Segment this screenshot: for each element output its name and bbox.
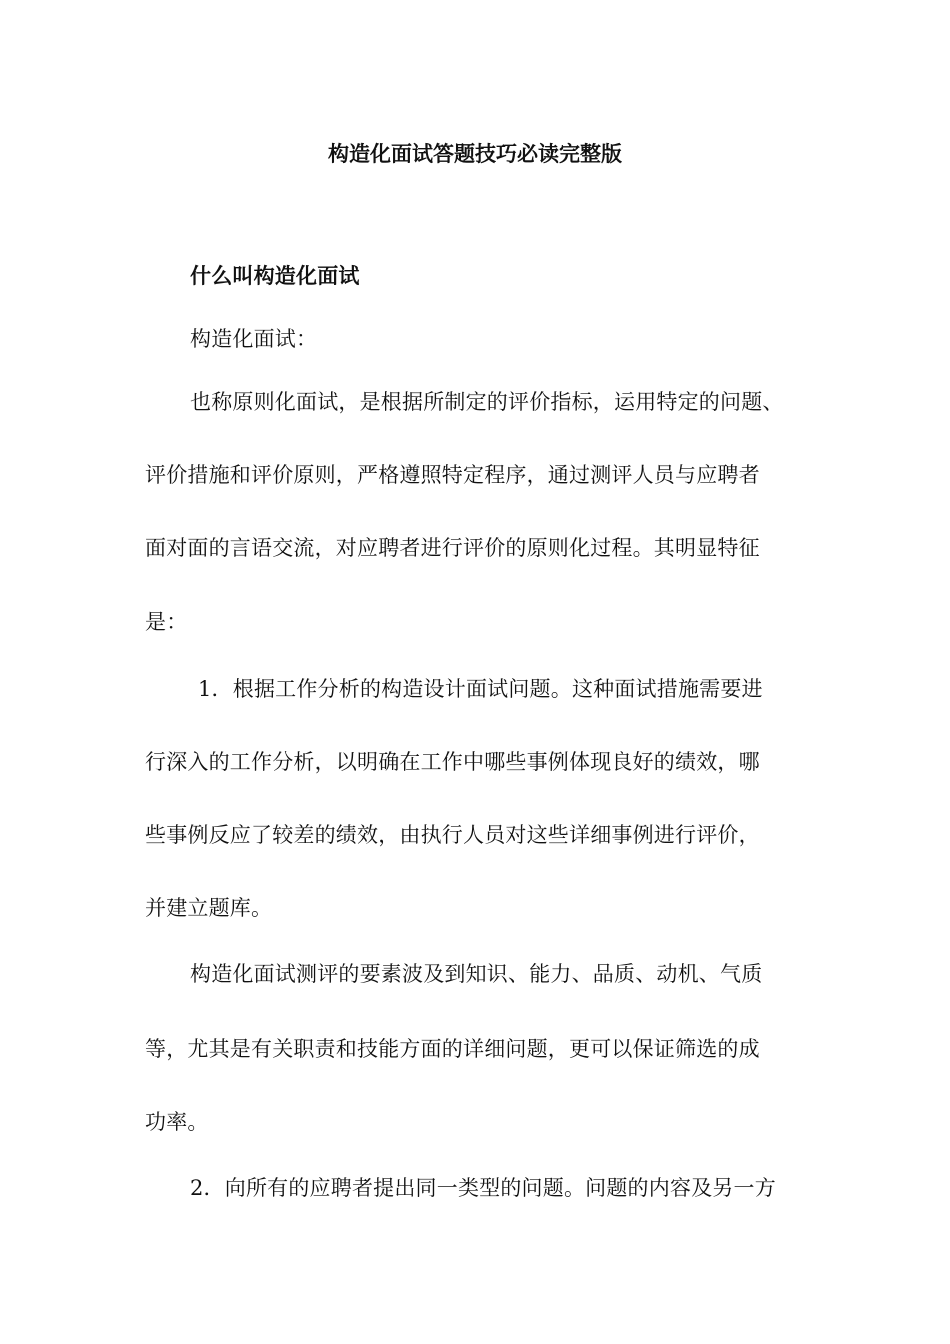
paragraph-line: 是：: [145, 610, 188, 634]
paragraph-line: 面对面的言语交流，对应聘者进行评价的原则化过程。其明显特征: [145, 536, 760, 560]
paragraph-line: 评价措施和评价原则，严格遵照特定程序，通过测评人员与应聘者: [145, 463, 760, 487]
section-heading: 什么叫构造化面试: [190, 263, 360, 288]
list-item-1-line: 1．根据工作分析的构造设计面试问题。这种面试措施需要进: [198, 677, 763, 701]
paragraph-line: 功率。: [145, 1110, 209, 1134]
paragraph-line: 也称原则化面试，是根据所制定的评价指标，运用特定的问题、: [190, 390, 784, 414]
paragraph-line: 构造化面试测评的要素波及到知识、能力、品质、动机、气质: [190, 962, 763, 986]
paragraph-line: 些事例反应了较差的绩效，由执行人员对这些详细事例进行评价，: [145, 823, 760, 847]
paragraph-line: 并建立题库。: [145, 896, 273, 920]
document-title: 构造化面试答题技巧必读完整版: [328, 141, 622, 166]
list-item-2-line: 2．向所有的应聘者提出同一类型的问题。问题的内容及另一方: [190, 1176, 776, 1200]
paragraph-line: 等，尤其是有关职责和技能方面的详细问题，更可以保证筛选的成: [145, 1037, 760, 1061]
paragraph-line: 行深入的工作分析，以明确在工作中哪些事例体现良好的绩效，哪: [145, 750, 760, 774]
paragraph-line: 构造化面试：: [190, 327, 318, 351]
